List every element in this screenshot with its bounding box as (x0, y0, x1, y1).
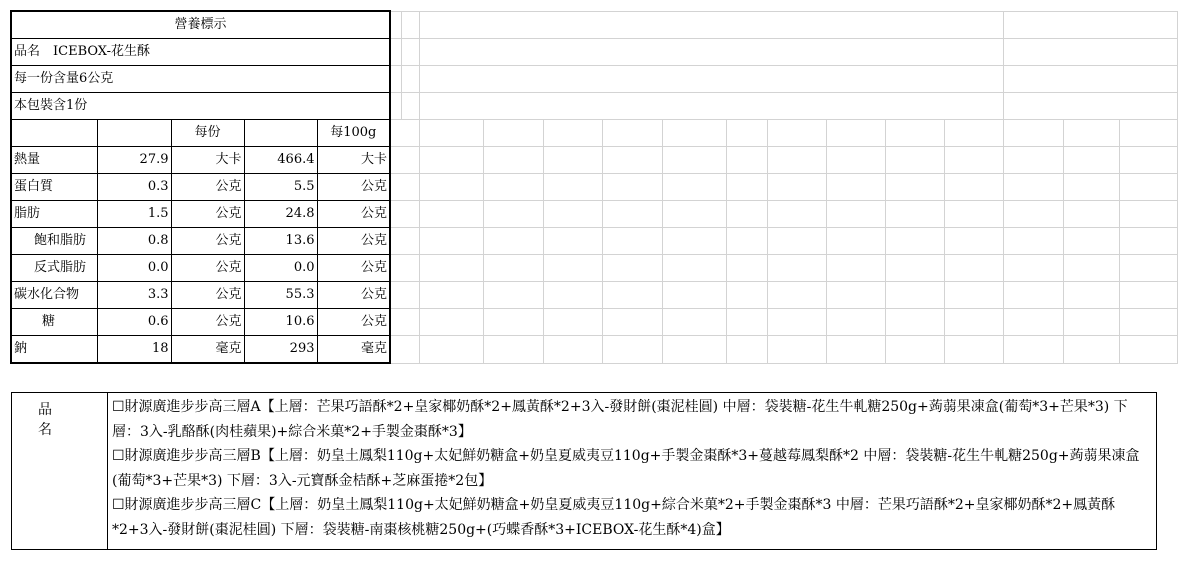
serving-unit: 公克 (171, 282, 244, 309)
product-options (112, 395, 1150, 542)
serving-value: 27.9 (97, 147, 171, 174)
product-name: 品名 ICEBOX-花生酥 (11, 39, 390, 66)
nutrient-row (11, 336, 1177, 364)
servings-per-package: 本包裝含1份 (11, 93, 390, 120)
serving-value: 0.0 (97, 255, 171, 282)
serving-value: 0.3 (97, 174, 171, 201)
per100-unit: 公克 (317, 228, 390, 255)
per100-value: 466.4 (244, 147, 317, 174)
serving-unit: 大卡 (171, 147, 244, 174)
product-option-c: ☐財源廣進步步高三層C【上層：奶皇土鳳梨110g+太妃鮮奶糖盒+奶皇夏威夷豆110g+綜合米菓*2+手製金棗酥*3 中層：芒果巧語酥*2+皇家椰奶酥*2+鳳黃酥*2+3入-發財餅(棗泥桂圓) 下層：袋裝糖-南棗核桃糖250g+(巧蝶香酥*3+ICEBOX-花生酥*4)盒】 (112, 497, 1116, 538)
per100-value: 293 (244, 336, 317, 364)
per100-unit: 大卡 (317, 147, 390, 174)
product-option-a: ☐財源廣進步步高三層A【上層：芒果巧語酥*2+皇家椰奶酥*2+鳳黃酥*2+3入-發財餅(棗泥桂圓) 中層：袋裝糖-花生牛軋糖250g+蒟蒻果凍盒(葡萄*3+芒果*3) 下層：3入-乳酪酥(肉桂蘋果)+綜合米菓*2+手製金棗酥*3】 (112, 399, 1128, 440)
nutrient-name: 蛋白質 (11, 174, 97, 201)
per100-value: 24.8 (244, 201, 317, 228)
per100-unit: 毫克 (317, 336, 390, 364)
nutrient-name: 飽和脂肪 (11, 228, 97, 255)
serving-unit: 公克 (171, 228, 244, 255)
serving-unit: 公克 (171, 255, 244, 282)
per100-unit: 公克 (317, 174, 390, 201)
per100-value: 55.3 (244, 282, 317, 309)
per100-value: 0.0 (244, 255, 317, 282)
serving-unit: 公克 (171, 174, 244, 201)
product-option-b: ☐財源廣進步步高三層B【上層：奶皇土鳳梨110g+太妃鮮奶糖盒+奶皇夏威夷豆110g+手製金棗酥*3+蔓越莓鳳梨酥*2 中層：袋裝糖-花生牛軋糖250g+蒟蒻果凍盒(葡萄*3+芒果*3) 下層：3入-元寶酥金桔酥+芝麻蛋捲*2包】 (112, 448, 1140, 489)
product-name-label: 品名 (38, 402, 74, 438)
product-name-label-cell (12, 393, 108, 549)
serving-value: 3.3 (97, 282, 171, 309)
serving-unit: 公克 (171, 309, 244, 336)
serving-unit: 公克 (171, 201, 244, 228)
per100-unit: 公克 (317, 282, 390, 309)
product-name-box (11, 392, 1157, 550)
serving-value: 1.5 (97, 201, 171, 228)
nutrient-row (11, 255, 1177, 282)
per100-unit: 公克 (317, 309, 390, 336)
per-serving-header: 每份 (171, 120, 244, 147)
serving-value: 18 (97, 336, 171, 364)
serving-value: 0.8 (97, 228, 171, 255)
per-100g-header: 每100g (317, 120, 390, 147)
nutrient-row (11, 201, 1177, 228)
nutrient-name: 脂肪 (11, 201, 97, 228)
nutrient-name: 鈉 (11, 336, 97, 364)
per100-value: 10.6 (244, 309, 317, 336)
serving-size: 每一份含量6公克 (11, 66, 390, 93)
nutrient-row (11, 174, 1177, 201)
nutrient-name: 熱量 (11, 147, 97, 174)
nutrient-row (11, 147, 1177, 174)
per100-value: 13.6 (244, 228, 317, 255)
nutrient-name: 糖 (11, 309, 97, 336)
nutrient-row (11, 282, 1177, 309)
nutrition-title: 營養標示 (11, 11, 390, 39)
serving-unit: 毫克 (171, 336, 244, 364)
serving-value: 0.6 (97, 309, 171, 336)
nutrient-name: 碳水化合物 (11, 282, 97, 309)
per100-unit: 公克 (317, 255, 390, 282)
nutrient-name: 反式脂肪 (11, 255, 97, 282)
nutrient-row (11, 228, 1177, 255)
nutrient-row (11, 309, 1177, 336)
per100-unit: 公克 (317, 201, 390, 228)
per100-value: 5.5 (244, 174, 317, 201)
spreadsheet-grid (10, 10, 1178, 364)
